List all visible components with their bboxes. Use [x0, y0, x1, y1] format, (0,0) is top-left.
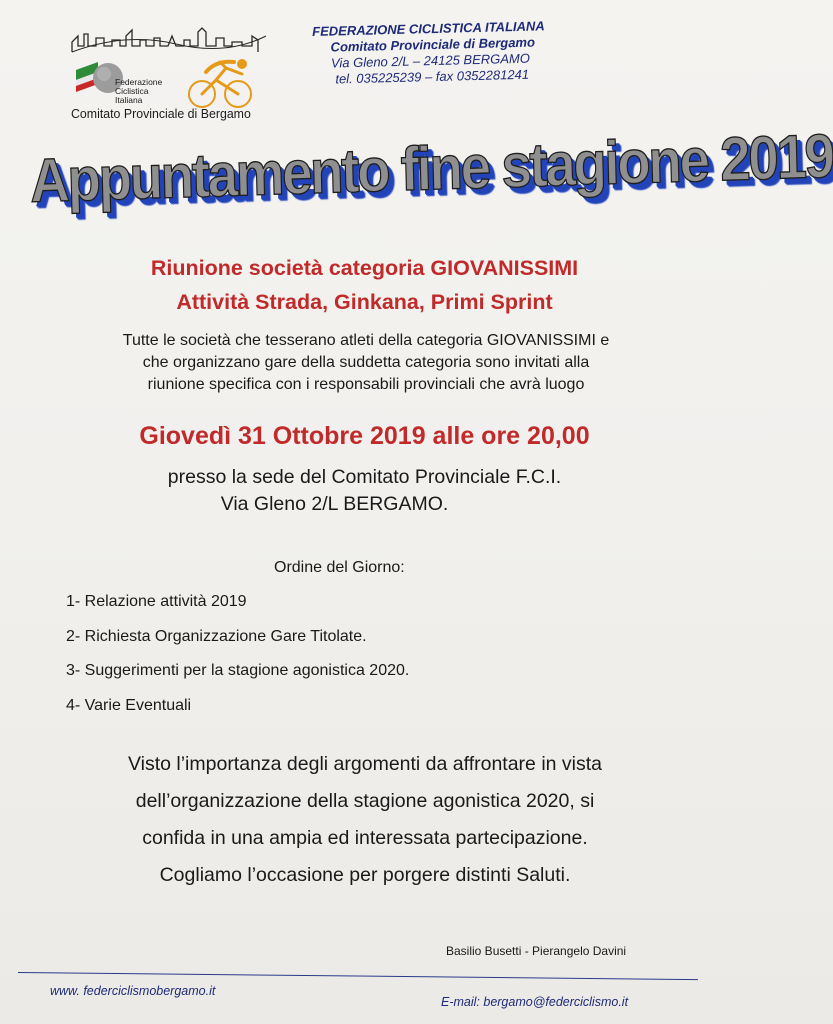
agenda-list	[66, 590, 626, 728]
logo-org-line: Italiana	[115, 95, 143, 105]
meeting-date: Giovedì 31 Ottobre 2019 alle ore 20,00	[139, 422, 590, 450]
letterhead-committee: Comitato Provinciale di Bergamo	[330, 34, 536, 55]
intro-line: che organizzano gare della suddetta categoria sono invitati alla	[142, 354, 590, 371]
letterhead-phone: tel. 035225239 – fax 0352281241	[335, 66, 530, 87]
letterhead	[312, 17, 613, 88]
logo-org-line: Federazione	[115, 77, 163, 87]
logo-caption: Comitato Provinciale di Bergamo	[71, 106, 251, 121]
intro-paragraph	[36, 330, 696, 396]
signatures: Basilio Busetti - Pierangelo Davini	[446, 944, 627, 958]
closing-line: Visto l’importanza degli argomenti da affrontare in vista	[127, 753, 603, 775]
logo-org-line: Ciclistica	[115, 86, 149, 96]
letterhead-federation: FEDERAZIONE CICLISTICA ITALIANA	[312, 18, 545, 39]
logo-org-name	[115, 78, 162, 105]
intro-line: Tutte le società che tesserano atleti della categoria GIOVANISSIMI e	[122, 332, 610, 349]
agenda-item: 4- Varie Eventuali	[66, 696, 192, 714]
venue-line: presso la sede del Comitato Provinciale F.C.I.	[167, 466, 562, 488]
closing-paragraph	[40, 746, 690, 894]
agenda-heading: Ordine del Giorno:	[274, 559, 405, 576]
agenda-item: 1- Relazione attività 2019	[66, 593, 247, 610]
agenda-item: 2- Richiesta Organizzazione Gare Titolate.	[66, 627, 367, 645]
meeting-venue	[0, 464, 729, 518]
closing-line: confida in una ampia ed interessata partecipazione.	[142, 827, 588, 849]
letterhead-address: Via Gleno 2/L – 24125 BERGAMO	[330, 50, 531, 71]
venue-address: Via Gleno 2/L BERGAMO.	[220, 493, 449, 515]
poster-title: Appuntamento fine stagione 2019	[29, 120, 833, 216]
email-link[interactable]: E-mail: bergamo@federciclismo.it	[441, 995, 629, 1009]
activities-subtitle: Attività Strada, Ginkana, Primi Sprint	[176, 290, 553, 314]
closing-line: dell’organizzazione della stagione agonistica 2020, si	[135, 790, 595, 812]
agenda-item: 3- Suggerimenti per la stagione agonistica 2020.	[66, 662, 410, 679]
intro-line: riunione specifica con i responsabili provinciali che avrà luogo	[147, 376, 585, 393]
fci-bergamo-logo	[66, 22, 276, 126]
meeting-subtitle: Riunione società categoria GIOVANISSIMI	[150, 256, 579, 280]
website-link[interactable]: www. federciclismobergamo.it	[50, 984, 216, 998]
closing-line: Cogliamo l’occasione per porgere distinti Saluti.	[159, 864, 571, 886]
footer-divider	[18, 972, 698, 980]
